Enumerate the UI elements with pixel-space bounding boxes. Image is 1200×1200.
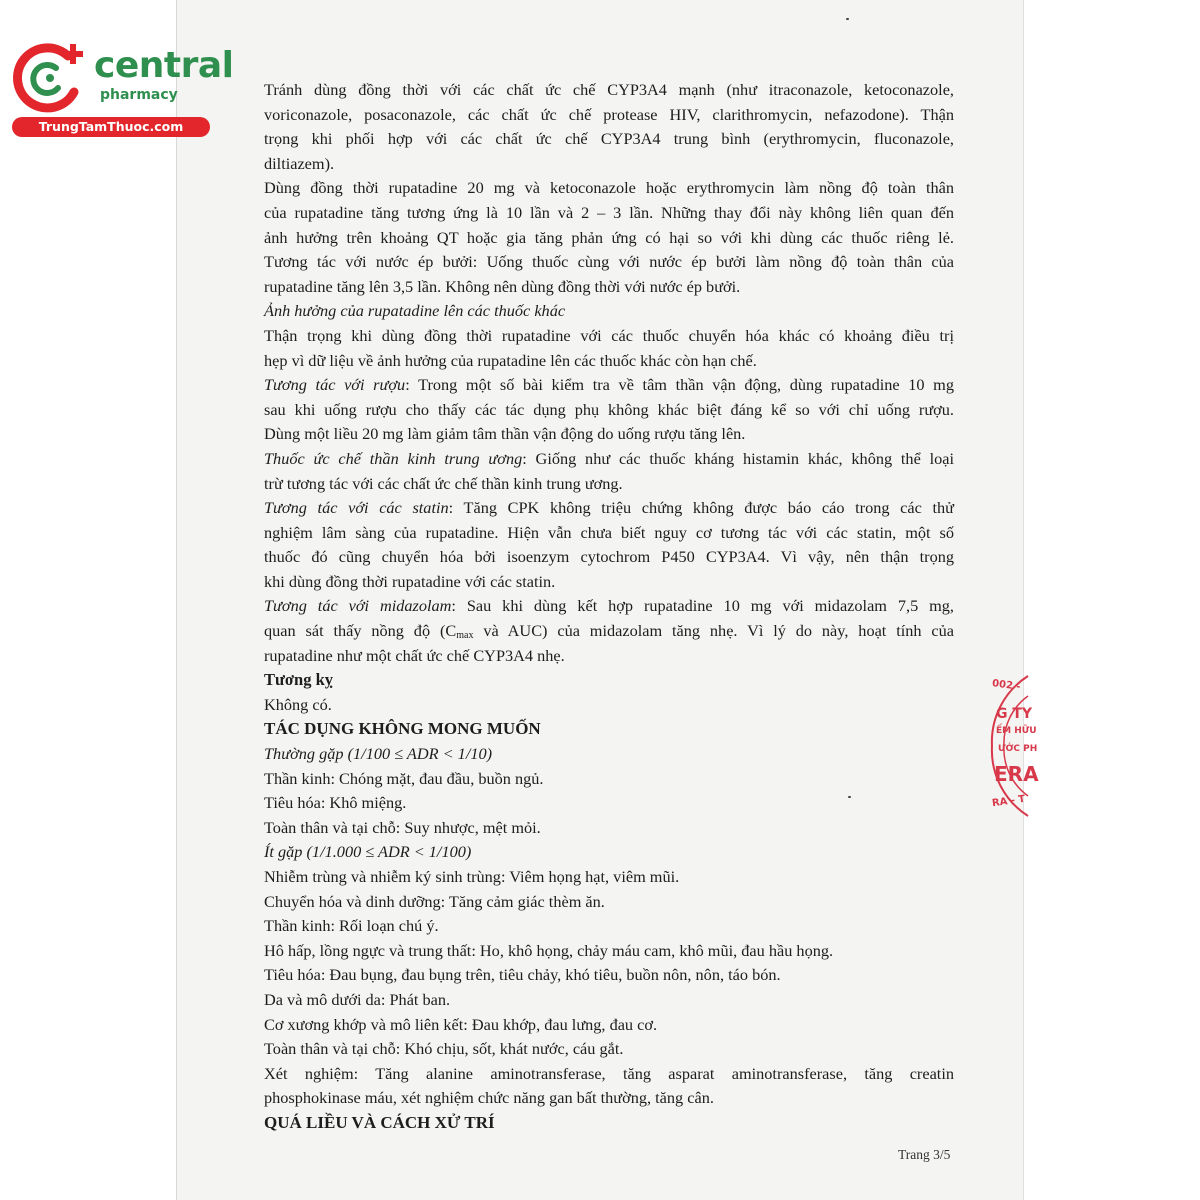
text-segment: quan sát thấy nồng độ (C bbox=[264, 621, 457, 641]
text-line bbox=[264, 373, 954, 398]
text-segment: max bbox=[456, 630, 474, 642]
text-line bbox=[264, 619, 954, 644]
text-segment: phosphokinase máu, xét nghiệm chức năng gan bất thường, tăng cân. bbox=[264, 1088, 714, 1108]
text-line bbox=[264, 1086, 954, 1111]
italic-label: Thuốc ức chế thần kinh trung ương bbox=[264, 448, 523, 468]
text-segment: Dùng đồng thời rupatadine 20 mg và ketoconazole hoặc erythromycin làm nồng độ toàn thân bbox=[264, 178, 954, 198]
scan-margin-right bbox=[1024, 0, 1200, 1200]
text-line bbox=[264, 152, 954, 177]
section-heading: TÁC DỤNG KHÔNG MONG MUỐN bbox=[264, 719, 541, 739]
text-segment: hẹp vì dữ liệu về ảnh hưởng của rupatadine lên các thuốc khác còn hạn chế. bbox=[264, 350, 757, 370]
text-line bbox=[264, 176, 954, 201]
text-segment: diltiazem). bbox=[264, 153, 335, 173]
scan-margin-left bbox=[0, 0, 176, 1200]
text-line bbox=[264, 717, 954, 742]
text-segment: Da và mô dưới da: Phát ban. bbox=[264, 989, 451, 1009]
text-line bbox=[264, 865, 954, 890]
text-line bbox=[264, 472, 954, 497]
text-line bbox=[264, 275, 954, 300]
text-segment: Tránh dùng đồng thời với các chất ức chế CYP3A4 mạnh (như itraconazole, ketoconazole, bbox=[264, 80, 954, 99]
text-segment: sau khi uống rượu cho thấy các tác dụng phụ không khác biệt đáng kể so với chỉ uống rượu. bbox=[264, 399, 954, 419]
text-line bbox=[264, 1037, 954, 1062]
text-line bbox=[264, 496, 954, 521]
stamp-text-1: 002 - bbox=[991, 678, 1022, 693]
stamp-text-4: ƯỚC PH bbox=[998, 744, 1038, 754]
text-line bbox=[264, 668, 954, 693]
text-line bbox=[264, 201, 954, 226]
italic-label: Tương tác với midazolam bbox=[264, 596, 452, 616]
text-segment: Chuyển hóa và dinh dưỡng: Tăng cảm giác thèm ăn. bbox=[264, 891, 605, 911]
text-line bbox=[264, 767, 954, 792]
text-line bbox=[264, 791, 954, 816]
page-number: Trang 3/5 bbox=[898, 1147, 951, 1162]
red-stamp bbox=[986, 670, 1039, 822]
scan-speck bbox=[846, 18, 849, 20]
stamp-text-5: ERA bbox=[994, 762, 1039, 786]
text-segment: khi dùng đồng thời rupatadine với các statin. bbox=[264, 571, 556, 591]
text-line bbox=[264, 570, 954, 595]
text-line bbox=[264, 594, 954, 619]
scan-speck bbox=[848, 796, 851, 798]
text-line bbox=[264, 988, 954, 1013]
section-heading: QUÁ LIỀU VÀ CÁCH XỬ TRÍ bbox=[264, 1112, 495, 1132]
text-line bbox=[264, 1062, 954, 1087]
text-segment: Thận trọng khi dùng đồng thời rupatadine với các thuốc chuyển hóa khác có khoảng điều trị bbox=[264, 325, 954, 345]
text-line bbox=[264, 816, 954, 841]
text-line bbox=[264, 1111, 954, 1136]
text-line bbox=[264, 127, 954, 152]
logo-url-badge: TrungTamThuoc.com bbox=[12, 117, 210, 137]
logo-wordmark: central bbox=[94, 45, 234, 86]
text-line bbox=[264, 349, 954, 374]
italic-label: Tương tác với rượu bbox=[264, 375, 406, 395]
text-segment: : Trong một số bài kiểm tra về tâm thần vận động, dùng rupatadine 10 mg bbox=[405, 375, 954, 395]
text-segment: Tiêu hóa: Đau bụng, đau bụng trên, tiêu chảy, khó tiêu, buồn nôn, nôn, táo bón. bbox=[264, 965, 781, 985]
stamp-text-6: RA - T bbox=[991, 793, 1026, 810]
section-heading: Tương kỵ bbox=[264, 670, 334, 690]
text-line bbox=[264, 1013, 954, 1038]
text-line bbox=[264, 693, 954, 718]
stamp-text-2: G TY bbox=[996, 706, 1033, 722]
text-line bbox=[264, 914, 954, 939]
text-segment: : Sau khi dùng kết hợp rupatadine 10 mg với midazolam 7,5 mg, bbox=[451, 596, 954, 616]
text-segment: thuốc đó cũng chuyển hóa bởi isoenzym cytochrom P450 CYP3A4. Vì vậy, nên thận trọng bbox=[264, 547, 954, 567]
stamp-text-3: ẾM HỮU bbox=[996, 726, 1037, 736]
text-segment: Thần kinh: Rối loạn chú ý. bbox=[264, 916, 439, 936]
text-line bbox=[264, 78, 954, 103]
text-segment: Tiêu hóa: Khô miệng. bbox=[264, 793, 407, 813]
text-line bbox=[264, 521, 954, 546]
text-segment: : Giống như các thuốc kháng histamin khác, không thể loại bbox=[522, 448, 954, 468]
text-line bbox=[264, 840, 954, 865]
text-line bbox=[264, 742, 954, 767]
text-line bbox=[264, 545, 954, 570]
text-segment: rupatadine tăng lên 3,5 lần. Không nên dùng đồng thời với nước ép bưởi. bbox=[264, 276, 741, 296]
text-line bbox=[264, 644, 954, 669]
text-segment: Thần kinh: Chóng mặt, đau đầu, buồn ngủ. bbox=[264, 768, 544, 788]
text-segment: : Tăng CPK không triệu chứng không được báo cáo trong các thử bbox=[448, 498, 954, 518]
text-segment: trọng khi phối hợp với các chất ức chế CYP3A4 trung bình (erythromycin, fluconazole, bbox=[264, 129, 954, 149]
text-segment: Cơ xương khớp và mô liên kết: Đau khớp, đau lưng, đau cơ. bbox=[264, 1014, 658, 1034]
text-line bbox=[264, 103, 954, 128]
text-segment: nghiệm lâm sàng của rupatadine. Hiện vẫn chưa biết nguy cơ tương tác với các statin, một số bbox=[264, 522, 954, 542]
text-segment: ảnh hưởng trên khoảng QT hoặc gia tăng phản ứng có hại so với khi dùng các thuốc riêng lẻ. bbox=[264, 227, 954, 247]
text-line bbox=[264, 447, 954, 472]
logo-subtitle: pharmacy bbox=[100, 87, 178, 103]
italic-label: Ít gặp (1/1.000 ≤ ADR < 1/100) bbox=[264, 842, 472, 862]
text-segment: trừ tương tác với các chất ức chế thần kinh trung ương. bbox=[264, 473, 623, 493]
text-segment: Xét nghiệm: Tăng alanine aminotransferase, tăng asparat aminotransferase, tăng creatin bbox=[264, 1063, 954, 1083]
italic-label: Thường gặp (1/100 ≤ ADR < 1/10) bbox=[264, 744, 493, 764]
text-segment: voriconazole, posaconazole, các chất ức chế protease HIV, clarithromycin, nefazodone). Thận bbox=[264, 104, 954, 124]
text-segment: Hô hấp, lồng ngực và trung thất: Ho, khô họng, chảy máu cam, khô mũi, đau hầu họng. bbox=[264, 940, 834, 960]
text-segment: Tương tác với nước ép bưởi: Uống thuốc cùng với nước ép bưởi làm nồng độ toàn thân của bbox=[264, 252, 954, 272]
central-pharmacy-logo bbox=[10, 40, 234, 140]
text-line bbox=[264, 398, 954, 423]
text-line bbox=[264, 226, 954, 251]
text-line bbox=[264, 250, 954, 275]
text-segment: Dùng một liều 20 mg làm giảm tâm thần vận động do uống rượu tăng lên. bbox=[264, 424, 746, 444]
italic-label: Tương tác với các statin bbox=[264, 498, 449, 518]
text-line bbox=[264, 299, 954, 324]
text-segment: Toàn thân và tại chỗ: Suy nhược, mệt mỏi. bbox=[264, 817, 541, 837]
text-line bbox=[264, 890, 954, 915]
text-segment: Toàn thân và tại chỗ: Khó chịu, sốt, khát nước, cáu gắt. bbox=[264, 1039, 624, 1059]
text-segment: của rupatadine tăng tương ứng là 10 lần và 2 – 3 lần. Những thay đổi này không liên quan đến bbox=[264, 202, 954, 222]
text-segment: và AUC) của midazolam tăng nhẹ. Vì lý do này, hoạt tính của bbox=[473, 621, 954, 641]
text-segment: Nhiễm trùng và nhiễm ký sinh trùng: Viêm họng hạt, viêm mũi. bbox=[264, 867, 680, 886]
text-line bbox=[264, 422, 954, 447]
italic-label: Ảnh hưởng của rupatadine lên các thuốc khác bbox=[264, 301, 566, 321]
text-line bbox=[264, 963, 954, 988]
text-segment: Không có. bbox=[264, 694, 332, 714]
text-segment: rupatadine như một chất ức chế CYP3A4 nhẹ. bbox=[264, 645, 565, 665]
logo-mark-icon bbox=[10, 40, 94, 116]
text-line bbox=[264, 324, 954, 349]
document-body bbox=[264, 78, 954, 1136]
text-line bbox=[264, 939, 954, 964]
